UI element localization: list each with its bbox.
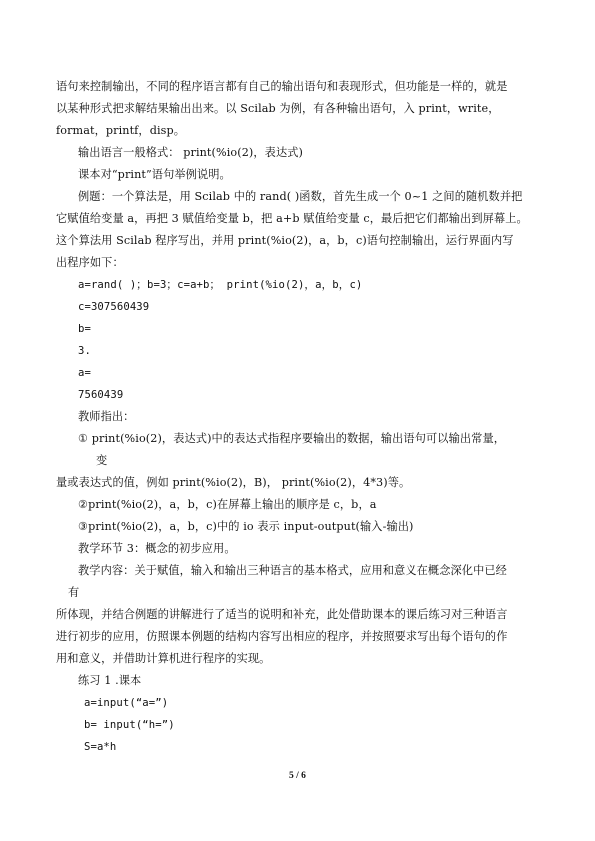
text-line-5: 课本对“print”语句举例说明。 (78, 168, 231, 181)
code-line-7: a=input(“a=”) (84, 697, 169, 709)
text-line-28: 练习 1 .课本 (78, 674, 142, 687)
text-line-8: 这个算法用 Scilab 程序写出，并用 print(%io(2)，a，b，c)语句控制输出，运行界面内写 (56, 234, 514, 247)
text-line-17: ① print(%io(2)，表达式)中的表达式指程序要输出的数据，输出语句可以输出常量， (78, 432, 506, 445)
text-line-24: 有 (68, 586, 80, 599)
code-line-2: c=307560439 (78, 301, 150, 313)
code-line-6: 7560439 (78, 389, 124, 401)
text-line-7: 它赋值给变量 a，再把 3 赋值给变量 b，把 a+b 赋值给变量 c，最后把它们都输出到屏幕上。 (56, 212, 528, 225)
text-line-25: 所体现，并结合例题的讲解进行了适当的说明和补充，此处借助课本的课后练习对三种语言 (56, 608, 508, 621)
code-line-5: a= (78, 367, 91, 379)
code-line-9: S=a*h (84, 741, 117, 753)
text-line-9: 出程序如下： (56, 256, 124, 269)
text-line-2: 以某种形式把求解结果输出出来。以 Scilab 为例，有各种输出语句，入 print，write， (56, 102, 500, 115)
text-line-26: 进行初步的应用，仿照课本例题的结构内容写出相应的程序，并按照要求写出每个语句的作 (56, 630, 508, 643)
page-number: 5 / 6 (289, 771, 306, 781)
text-line-18: 变 (96, 454, 108, 467)
code-line-3: b= (78, 323, 91, 335)
code-line-4: 3. (78, 345, 91, 357)
code-line-1: a=rand( )；b=3；c=a+b； print(%io(2)，a，b，c) (78, 279, 363, 291)
text-line-22: 教学环节 3：概念的初步应用。 (78, 542, 236, 555)
text-line-23: 教学内容：关于赋值，输入和输出三种语言的基本格式，应用和意义在概念深化中已经 (78, 564, 507, 577)
text-line-27: 用和意义，并借助计算机进行程序的实现。 (56, 652, 271, 665)
text-line-4: 输出语言一般格式： print(%io(2)，表达式) (78, 146, 304, 159)
text-line-6: 例题：一个算法是，用 Scilab 中的 rand( )函数，首先生成一个 0~1 之间的随机数并把 (78, 190, 523, 203)
text-line-21: ③print(%io(2)，a，b，c)中的 io 表示 input-output(输入-输出) (78, 520, 414, 533)
text-line-19: 量或表达式的值，例如 print(%io(2)，B)， print(%io(2)，4*3)等。 (56, 476, 411, 489)
code-line-8: b= input(“h=”) (84, 719, 175, 731)
text-line-1: 语句来控制输出，不同的程序语言都有自己的输出语句和表现形式，但功能是一样的，就是 (56, 80, 508, 93)
text-line-16: 教师指出： (78, 410, 135, 423)
text-line-3: format，printf，disp。 (56, 124, 186, 137)
text-line-20: ②print(%io(2)，a，b，c)在屏幕上输出的顺序是 c，b，a (78, 498, 377, 511)
